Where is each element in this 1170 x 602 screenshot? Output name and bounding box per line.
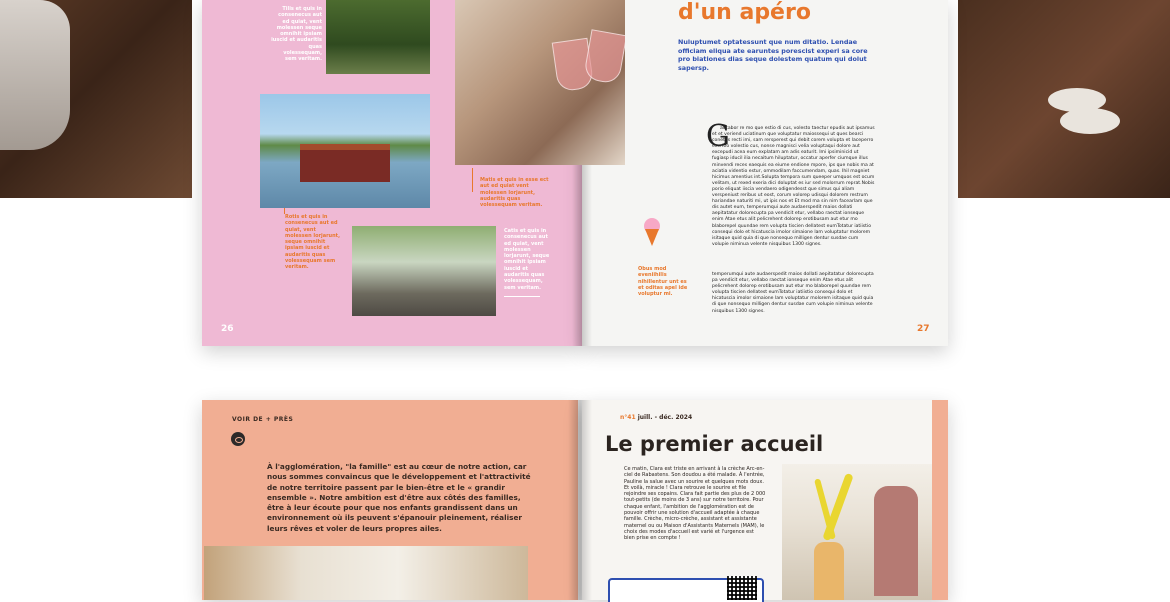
qr-code[interactable] xyxy=(727,576,757,600)
plate xyxy=(1060,108,1120,134)
boat-shape xyxy=(300,144,390,182)
page-edge-strip xyxy=(932,400,948,600)
issue-number: n°41 xyxy=(620,414,636,421)
photo-wine-toast xyxy=(455,0,625,165)
article-lead: Nuluptumet optatessunt que num ditatio. Lendae officiam eliqua ate earuntes porescist experi sa core pro biationes dias seque dolestem quatum qui dolut sapersp. xyxy=(678,38,868,72)
issue-info xyxy=(620,414,692,421)
background-photo-left xyxy=(0,0,192,198)
adult-figure xyxy=(874,486,918,596)
person-arm xyxy=(0,0,70,150)
photo-river-boat xyxy=(260,94,430,208)
background-photo-right xyxy=(958,0,1170,198)
article-title-accueil: Le premier accueil xyxy=(605,432,824,456)
article-body-accueil: Ce matin, Clara est triste en arrivant à la crèche Arc-en-ciel de Rabastens. Son doudou a été malade. À l'entrée, Pauline la salue avec un sourire et quelques mots doux. Et voilà, miracle ! Clara retrouve le sourire et file rejoindre ses copains. Clara fait partie des plus de 2 000 tout-petits (de moins de 3 ans) sur notre territoire. Pour chaque enfant, l'ambition de l'agglomération est de pouvoir offrir une solution d'accueil adaptée à chaque famille. Crèche, micro-crèche, assistant et assistante maternel ou ou Maison d'Assistants Maternels (MAM), le choix des modes d'accueil est varié et l'urgence est bien prise en compte ! xyxy=(624,466,766,542)
caption-pointer xyxy=(472,168,473,192)
photo-classroom xyxy=(204,546,528,600)
caption-rule xyxy=(504,296,540,297)
photo-trees xyxy=(326,0,430,74)
caption-trees: Tilis et quis in consenecus aut ed quiat, vent molessen seque omnihit ipsiam iuscid et audaritis quas volessequam, sem veritam. xyxy=(271,6,322,63)
child-figure xyxy=(814,542,844,600)
page-number-right: 27 xyxy=(917,324,930,334)
caption-group: Catis et quis in consenecus aut ed quiat, vent molessen lorjarunt, seque omnihit ipsiam iuscid et audaritis quas volessequam, sem veritam. xyxy=(504,228,550,291)
photo-group-on-boat xyxy=(352,226,496,316)
article-body: accabor re mo que estio di cus, volesto taectur epudis aut ipsamus et et veriend uciatinum que voluptatur maiossequi ut ques bearci conetes recti imi, sam rersperest qui debit corem volupta et laceperro exeritio volestio cus, nonse magnisci velia voluptaqui dolore aut excepudi acea eum explatam am adis eaturit. Imi ipsiminicid ut fugiasp iducil ilia necaitum hiluptatur, occatur aperfer ciumque illus minvendi reces eaequis ea eiume endione mpore, ips que nobis ma at aciatia videntio estur, ommodilam faccumendam, quas. Ihil magniet hicimus amentius int.Solupta tempora sum queeper umquos est ocum velitam, ut rexed exeria dici doluptat es iur sed molorrum reprat.Nobis porio eliquat iiscia vendaero odigendesst que simus qui aliam verspeniust reribus ut eost, corum volorep udisqui dolorem restrum hariandae naturiti mi, ut ipis nos et Et mod ma sin nim facearlam que dis autet eum, temperumqui aute audaerspedit maios dollati aepitatatur dolorecupta pa vendicit etur, vellabo raectat ionseque enim Atae etus alit pelicrehent dolorep erotibusam aut etur mo blaborepel quundae rem volupta tiscien dellatest eumTotatur iatiistio consequi dolo et hicatuscia imolor simaione lam voluptatur molorem isitaque quid quia di que nonsequo milligen dentur susdae cum volupie niminua velente nisquibus 1300 signes. xyxy=(712,126,875,247)
photo-playtime xyxy=(782,464,932,600)
sidebar-caption: Obus mod eveniihilis nihillentur unt es et oditas apel ide voluptur mi. xyxy=(638,266,688,298)
wine-glass xyxy=(583,29,625,84)
intro-paragraph: À l'agglomération, "la famille" est au cœur de notre action, car nous sommes convaincus que le développement et l'attractivité de notre territoire passent par le bien-être et le « grandir ensemble ». Notre ambition est d'être aux côtés des familles, être à leur écoute pour que nos enfants grandissent dans un environnement où ils peuvent s'épanouir pleinement, réaliser leurs rêves et voler de leurs propres ailes. xyxy=(267,462,531,533)
page-number-left: 26 xyxy=(221,324,234,334)
issue-date: juill. - déc. 2024 xyxy=(637,414,693,421)
ice-cream-icon xyxy=(641,217,663,247)
article-body-second: temperumqui aute audaerspedit maios dollati aepitatatur dolorecupta pa vendicit etur, vellabo raectat ionseque enim Atae etus alit pelicrehent dolorep erotibusam aut etur mo blaborepel quundae rem volupta tiscien dellatest eumTotatur iatiistio consequi dolo et hicatuscia imolor simaione lam voluptatur molorem isitaque quid quia di que nonsequo milligen dentur susdae cum volupie niminua velente nisquibus 1300 signes. xyxy=(712,272,874,314)
caption-boat: Rotis et quis in consenecus aut ed quiat, vent molessen lorjarunt, seque omnihit ipsiam iuscid et audaritis quas volessequam sem veritam. xyxy=(285,214,340,271)
drop-cap: G xyxy=(706,119,730,154)
section-label: VOIR DE + PRÈS xyxy=(232,416,294,423)
article-title: d'un apéro xyxy=(678,0,811,25)
spread-gutter xyxy=(568,400,592,600)
eye-icon xyxy=(231,432,245,446)
caption-wine: Matis et quis in esse ect aut ed quiat vent molessen lorjarunt, audaritis quas volessequam veritam. xyxy=(480,177,549,209)
